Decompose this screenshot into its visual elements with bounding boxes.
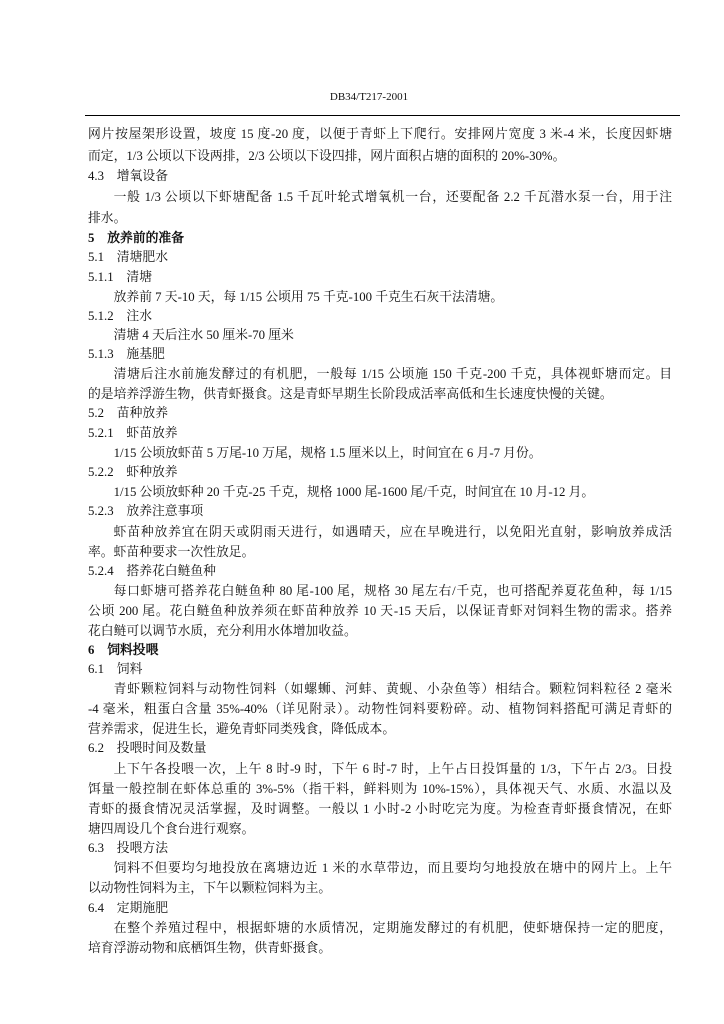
paragraph-line: 饵量一般控制在虾体总重的 3%-5%（指干料，鲜料则为 10%-15%），具体视天气、水质、水温以及: [88, 782, 672, 796]
paragraph-line: 以动物性饲料为主，下午以颗粒饲料为主。: [88, 881, 332, 895]
section-number: 4.3: [88, 169, 104, 183]
paragraph-line: 率。虾苗种要求一次性放足。: [88, 545, 255, 559]
paragraph-line: 虾苗种放养宜在阴天或阴雨天进行，如遇晴天，应在早晚进行，以免阳光直射，影响放养成活: [113, 525, 672, 539]
section-number: 5.1.3: [88, 347, 114, 361]
header-rule: [85, 115, 680, 116]
section-heading-5-2: [88, 403, 672, 423]
section-title: 搭养花白鲢鱼种: [126, 564, 216, 578]
section-number: 5.2: [88, 406, 104, 420]
section-title: 苗种放养: [116, 406, 168, 420]
section-title: 增氧设备: [116, 169, 168, 183]
section-title: 饲料: [116, 662, 143, 676]
paragraph-line: 花白鲢可以调节水质，充分利用水体增加收益。: [88, 624, 357, 638]
document-code-header: DB34/T217-2001: [329, 91, 409, 103]
section-heading-6: [88, 640, 672, 660]
paragraph-line: 而定，1/3 公顷以下设两排，2/3 公顷以下设四排，网片面积占塘的面积的 20%-30%。: [88, 149, 566, 163]
section-heading-5-1-3: [88, 344, 672, 364]
paragraph-line: 清塘后注水前施发酵过的有机肥，一般每 1/15 公顷施 150 千克-200 千克，具体视虾塘而定。目: [113, 367, 672, 381]
section-heading-6-3: [88, 838, 672, 858]
section-title: 饲料投喂: [107, 643, 159, 657]
paragraph-line: 饲料不但要均匀地投放在离塘边近 1 米的水草带边，而且要均匀地投放在塘中的网片上。上午: [113, 861, 672, 875]
section-title: 放养注意事项: [126, 504, 204, 518]
section-number: 6.2: [88, 741, 104, 755]
section-heading-6-1: [88, 659, 672, 679]
paragraph-line: 1/15 公顷放虾苗 5 万尾-10 万尾，规格 1.5 厘米以上，时间宜在 6 月-7 月份。: [113, 446, 542, 460]
section-heading-5-2-1: [88, 423, 672, 443]
section-heading-5-2-3: [88, 501, 672, 521]
paragraph-line: 的是培养浮游生物，供青虾摄食。这是青虾早期生长阶段成活率高低和生长速度快慢的关键。: [88, 387, 613, 401]
section-number: 5.2.2: [88, 465, 114, 479]
section-title: 虾苗放养: [126, 426, 178, 440]
section-heading-6-4: [88, 898, 672, 918]
section-number: 5.1.2: [88, 309, 114, 323]
section-heading-5: [88, 228, 672, 248]
section-number: 5.1: [88, 250, 104, 264]
section-number: 6.3: [88, 841, 104, 855]
section-number: 6.1: [88, 662, 104, 676]
section-title: 投喂时间及数量: [116, 741, 207, 755]
paragraph-line: 公顷 200 尾。花白鲢鱼种放养须在虾苗种放养 10 天-15 天后，以保证青虾对饲料生物的需求。搭养: [88, 604, 672, 618]
paragraph-line: 每口虾塘可搭养花白鲢鱼种 80 尾-100 尾，规格 30 尾左右/千克，也可搭配养夏花鱼种，每 1/15: [113, 584, 672, 598]
section-number: 5: [88, 231, 95, 245]
paragraph-line: 1/15 公顷放虾种 20 千克-25 千克，规格 1000 尾-1600 尾/千克，时间宜在 10 月-12 月。: [113, 485, 595, 499]
paragraph-line: 一般 1/3 公顷以下虾塘配备 1.5 千瓦叶轮式增氧机一台，还要配备 2.2 千瓦潜水泵一台，用于注: [113, 190, 672, 204]
paragraph-line: 网片按屋架形设置，坡度 15 度-20 度，以便于青虾上下爬行。安排网片宽度 3 米-4 米，长度因虾塘: [88, 127, 672, 141]
section-number: 5.2.4: [88, 564, 114, 578]
section-number: 5.1.1: [88, 270, 114, 284]
paragraph-line: -4 毫米，粗蛋白含量 35%-40%（详见附录）。动物性饲料要粉碎。动、植物饲料搭配可满足青虾的: [88, 702, 672, 716]
paragraph-line: 排水。: [88, 211, 127, 225]
section-title: 清塘肥水: [116, 250, 168, 264]
section-heading-5-2-4: [88, 561, 672, 581]
section-heading-5-1: [88, 247, 672, 267]
section-number: 6: [88, 643, 95, 657]
paragraph-line: 在整个养殖过程中，根据虾塘的水质情况，定期施发酵过的有机肥，使虾塘保持一定的肥度，: [113, 921, 672, 935]
paragraph-line: 培育浮游动物和底栖饵生物，供青虾摄食。: [88, 941, 332, 955]
section-number: 5.2.1: [88, 426, 114, 440]
section-title: 定期施肥: [116, 901, 168, 915]
section-title: 施基肥: [126, 347, 165, 361]
paragraph-line: 放养前 7 天-10 天，每 1/15 公顷用 75 千克-100 千克生石灰干法清塘。: [113, 290, 504, 304]
paragraph-line: 上下午各投喂一次，上午 8 时-9 时，下午 6 时-7 时，上午占日投饵量的 1/3，下午占 2/3。日投: [113, 762, 672, 776]
section-heading-6-2: [88, 738, 672, 758]
paragraph-line: 青虾的摄食情况灵活掌握，及时调整。一般以 1 小时-2 小时吃完为度。为检查青虾摄食情况，在虾: [88, 802, 672, 816]
section-title: 虾种放养: [126, 465, 178, 479]
section-heading-4-3: [88, 166, 672, 186]
section-title: 投喂方法: [116, 841, 168, 855]
section-number: 5.2.3: [88, 504, 114, 518]
section-title: 清塘: [126, 270, 152, 284]
section-heading-5-1-1: [88, 267, 672, 287]
section-heading-5-1-2: [88, 306, 672, 326]
section-title: 注水: [126, 309, 152, 323]
paragraph-line: 清塘 4 天后注水 50 厘米-70 厘米: [113, 328, 294, 342]
paragraph-line: 青虾颗粒饲料与动物性饲料（如螺蛳、河蚌、黄蚬、小杂鱼等）相结合。颗粒饲料粒径 2 毫米: [113, 682, 672, 696]
section-number: 6.4: [88, 901, 104, 915]
section-heading-5-2-2: [88, 462, 672, 482]
paragraph-line: 塘四周设几个食台进行观察。: [88, 822, 255, 836]
paragraph-line: 营养需求，促进生长，避免青虾同类残食，降低成本。: [88, 722, 396, 736]
section-title: 放养前的准备: [107, 231, 184, 245]
